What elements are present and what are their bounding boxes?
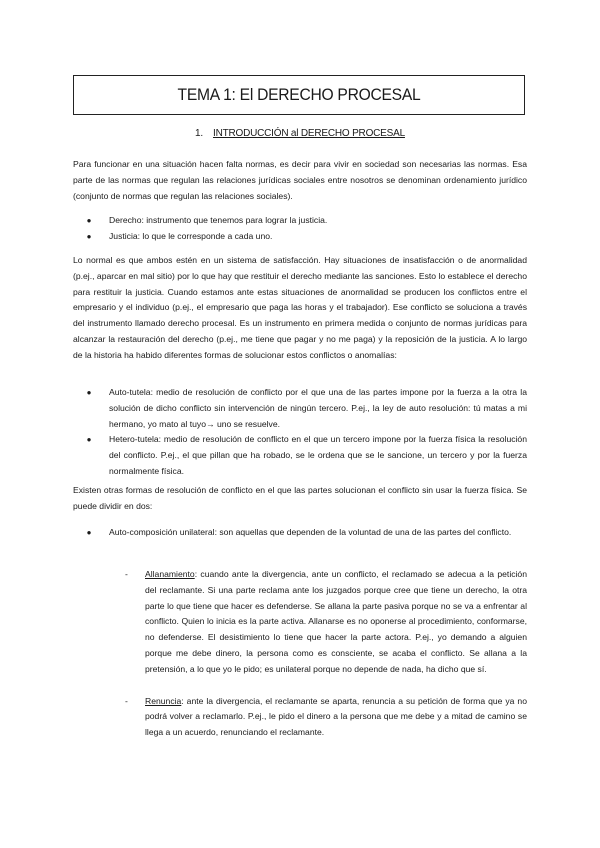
bullet-list-1 [86, 213, 527, 245]
term-allanamiento: Allanamiento [145, 569, 195, 579]
sub-list [125, 567, 527, 741]
term-renuncia: Renuncia [145, 695, 182, 706]
section-heading [0, 128, 600, 139]
dash-icon: - [125, 569, 128, 579]
title-box [73, 75, 525, 115]
bullet-list-3 [86, 525, 527, 541]
bullet-icon: ● [86, 231, 92, 241]
list-item: ● Justicia: lo que le corresponde a cada uno. [109, 229, 527, 245]
list-item: ● Auto-composición unilateral: son aquellas que dependen de la voluntad de una de las partes del conflicto. [109, 525, 527, 541]
dash-icon: - [125, 695, 128, 706]
bullet-icon: ● [86, 388, 92, 397]
list-item: ● Hetero-tutela: medio de resolución de conflicto en el que un tercero impone por la fuerza física la resolución del conflicto. P.ej., el que pillan que ha robado, se le ordena que se le sancione, un tercero y por la fuerza normalmente física. [109, 432, 527, 479]
paragraph-2: Lo normal es que ambos estén en un sistema de satisfacción. Hay situaciones de insatisfacción o de anormalidad (p.ej., aparcar en mal sitio) por lo que hay que restituir el derecho mediante las sanciones. Esto lo establece el derecho para restituir la justicia. Cuando estamos ante estas situaciones de anormalidad se producen los conflictos entre el empresario y el individuo (p.ej., el empresario que paga las horas y el trabajador). Ese conflicto se soluciona a través del instrumento llamado derecho procesal. Es un instrumento en primera medida o conjunto de normas jurídicas para alcanzar la restauración del derecho (p.ej., me tiene que pagar y no me paga) y la reposición de la justicia. A lo largo de la historia ha habido diferentes formas de solucionar estos conflictos o anomalías: [73, 255, 527, 360]
bullet-icon: ● [86, 435, 92, 445]
list-item: - Allanamiento: cuando ante la divergencia, ante un conflicto, el reclamado se adecua a la petición del reclamante. Si una parte reclama ante los juzgados porque cree que tiene un derecho, la otra parte lo que tiene que hacer es defenderse. Se allana la parte pasiva porque no se va a enfrentar al conflicto. Quien lo inicia es la parte activa. Allanarse es no oponerse al procedimiento, conformarse, no defenderse. El desistimiento lo tiene que hacer la parte actora. P.ej., yo demando a alguien porque me debe dinero, la persona como es consciente, se acaba el conflicto. Se allana a la pretensión, a lo que yo le pido; es unilateral porque no depende de nada, ha dicho que sí. [125, 569, 527, 674]
document-title: TEMA 1: El DERECHO PROCESAL [177, 85, 421, 104]
bullet-icon: ● [86, 528, 92, 537]
bullet-list-2 [86, 385, 527, 480]
list-item: ● Auto-tutela: medio de resolución de conflicto por el que una de las partes impone por la fuerza a la otra la solución de dicho conflicto sin intervención de ningún tercero. P.ej., la ley de auto resolución: tú matas a mi hermano, yo mato al tuyo→ uno se resuelve. [109, 385, 527, 432]
list-item: ● Derecho: instrumento que tenemos para lograr la justicia. [109, 213, 527, 229]
section-title: INTRODUCCIÓN al DERECHO PROCESAL [212, 128, 405, 139]
section-number: 1. [195, 128, 203, 139]
paragraph-1: Para funcionar en una situación hacen falta normas, es decir para vivir en sociedad son necesarias las normas. Esa parte de las normas que regulan las relaciones jurídicas sociales entre nosotros se denominan ordenamiento jurídico (conjunto de normas que regulan las relaciones sociales). [73, 159, 527, 201]
bullet-icon: ● [86, 216, 92, 225]
paragraph-3: Existen otras formas de resolución de conflicto en el que las partes solucionan el conflicto sin usar la fuerza física. Se puede dividir en dos: [73, 485, 527, 511]
list-item: - Renuncia: ante la divergencia, el reclamante se aparta, renuncia a su petición de forma que ya no podrá volver a reclamarlo. P.ej., le pido el dinero a la persona que me debe y a mitad de camino se llega a un acuerdo, renunciando el reclamante. [125, 695, 527, 738]
